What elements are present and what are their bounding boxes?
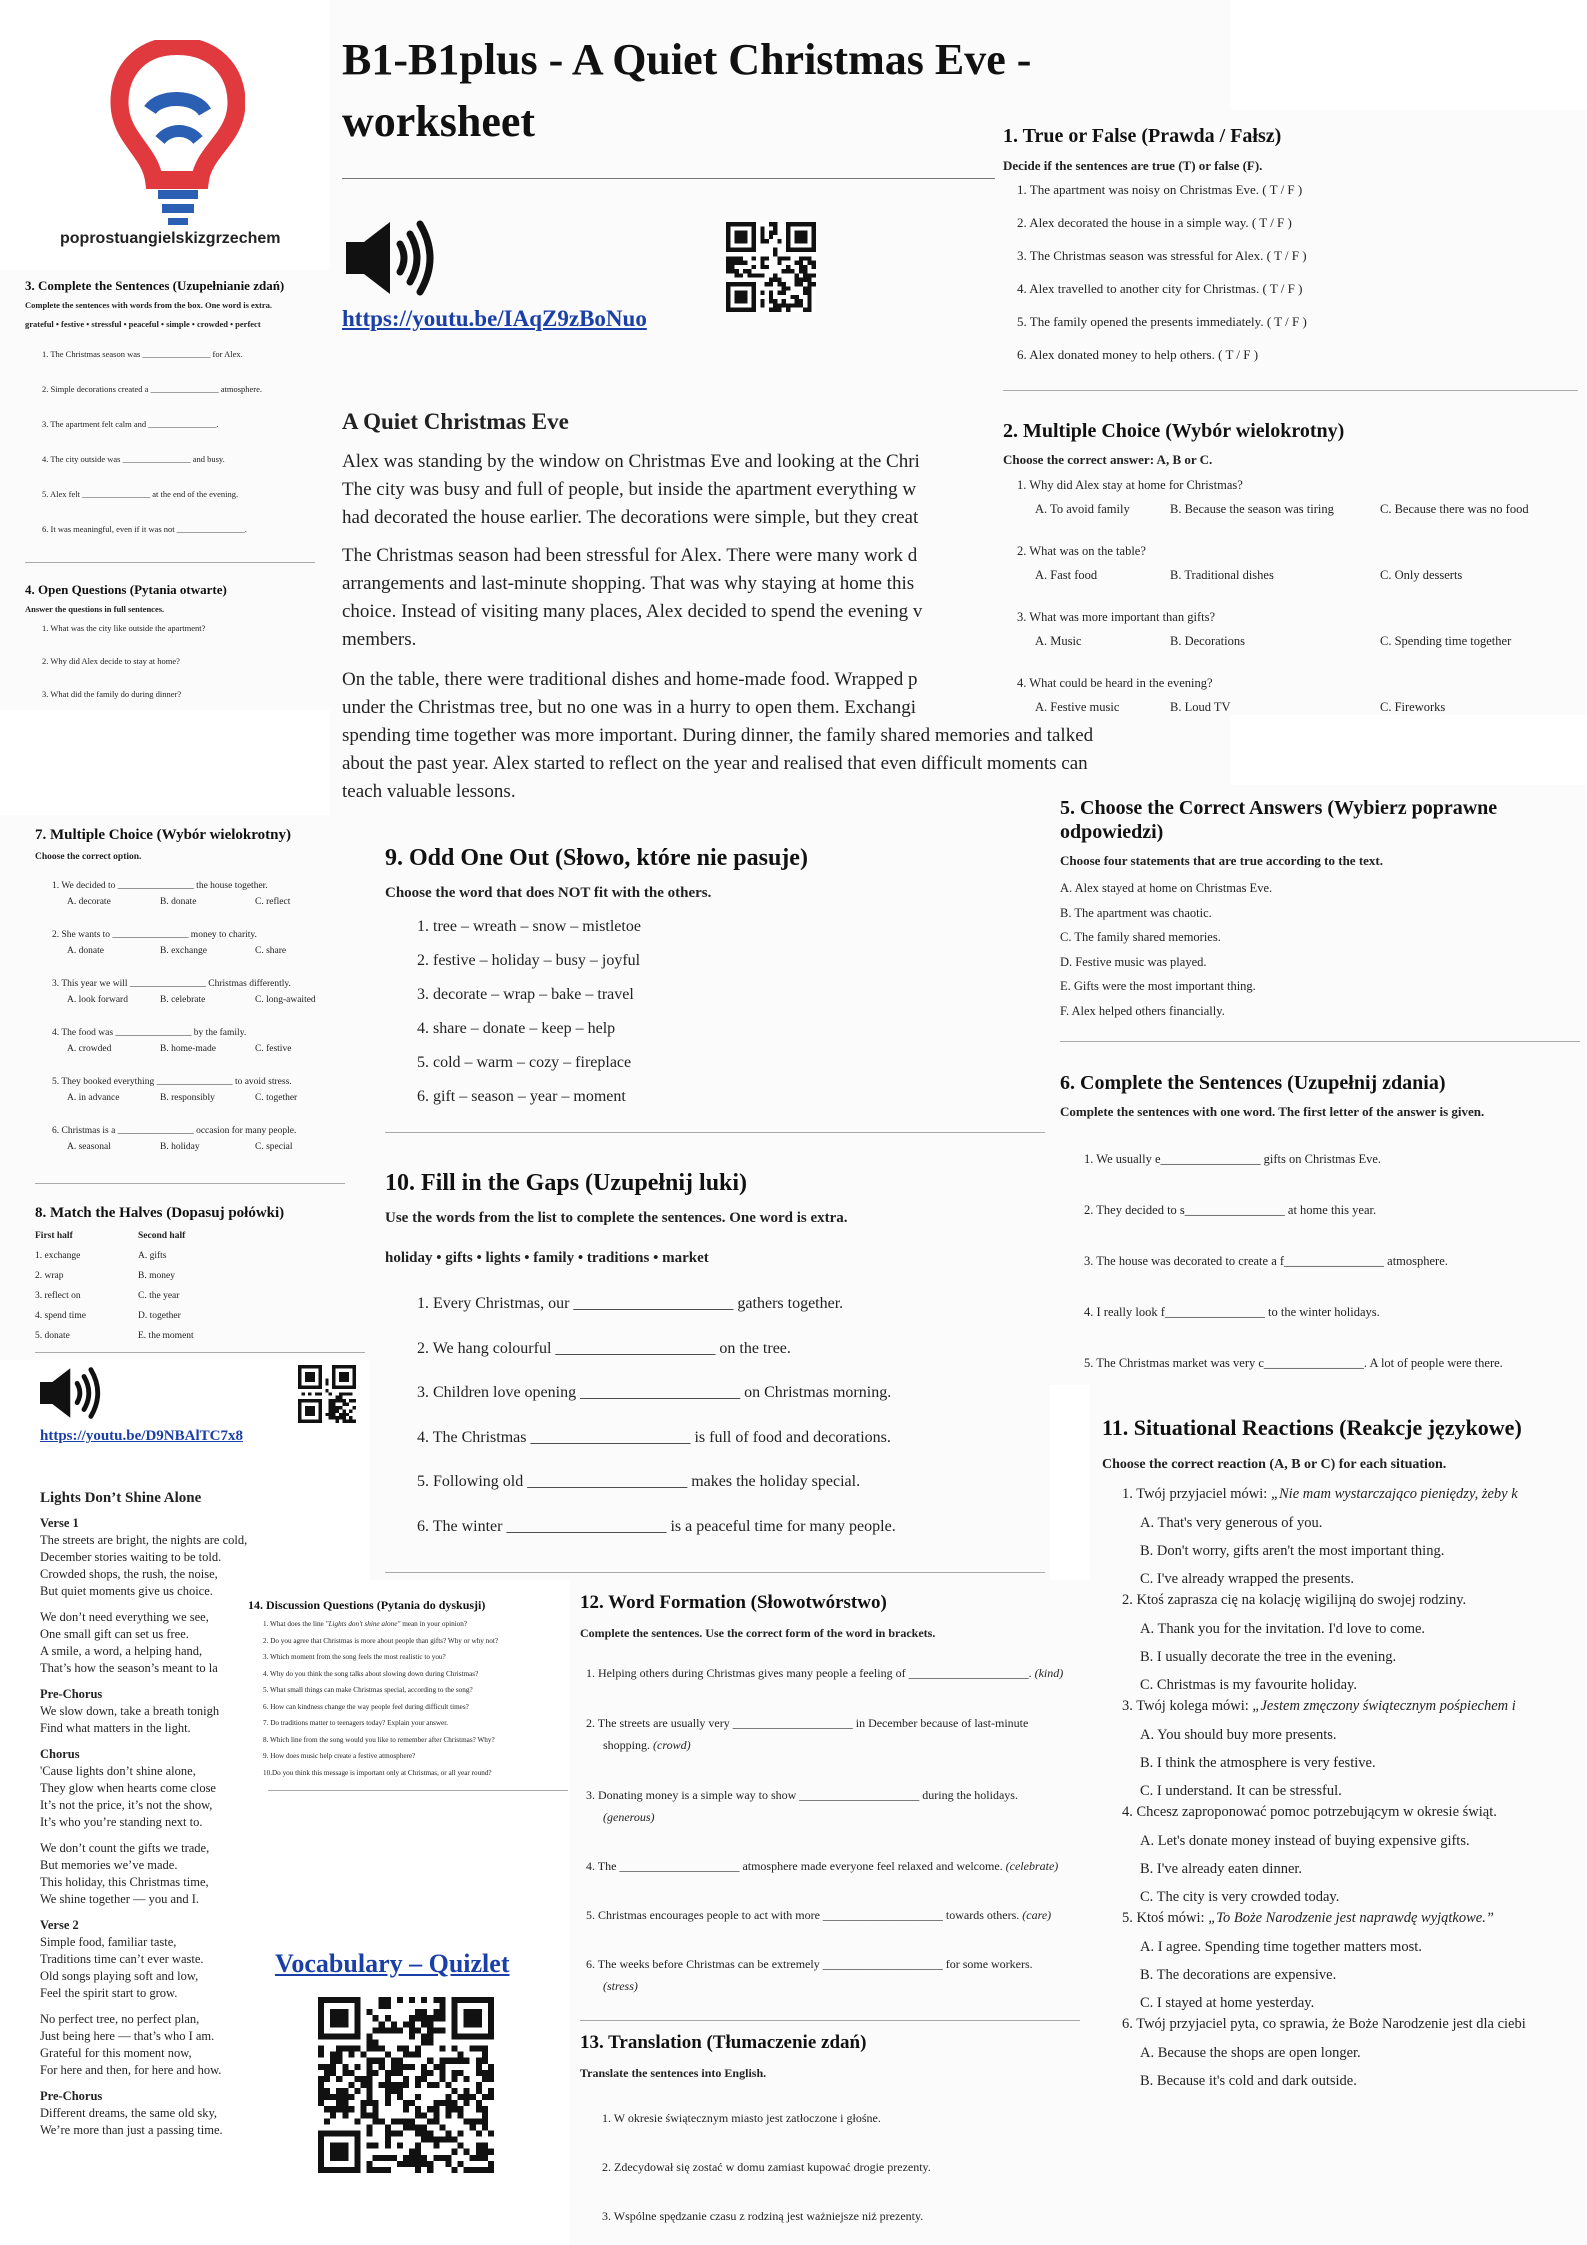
ex11-option-b[interactable]: B. Because it's cold and dark outside. bbox=[1140, 2073, 1357, 2089]
exercise-5-6-panel bbox=[1050, 785, 1587, 1385]
ex5-title-line-2: odpowiedzi) bbox=[1060, 821, 1164, 843]
ex6-item: 5. The Christmas market was very c________________. A lot of people were there. bbox=[1084, 1356, 1503, 1370]
ex12-base-word: (generous) bbox=[603, 1810, 655, 1824]
ex13-item: 3. Wspólne spędzanie czasu z rodziną jest ważniejsze niż prezenty. bbox=[602, 2209, 924, 2223]
ex5-item[interactable]: E. Gifts were the most important thing. bbox=[1060, 979, 1256, 993]
ex13-item: 2. Zdecydował się zostać w domu zamiast kupować drogie prezenty. bbox=[602, 2160, 931, 2174]
ex12-sentence: 5. Christmas encourages people to act with more ____________________ towards others. bbox=[586, 1908, 1023, 1922]
ex11-situation bbox=[1122, 1698, 1516, 1715]
ex11-situation bbox=[1122, 2016, 1526, 2033]
exercise-12-13-panel bbox=[570, 1580, 1090, 2245]
ex2-option-b[interactable]: B. Because the season was tiring bbox=[1170, 502, 1334, 516]
ex5-title-line-1: 5. Choose the Correct Answers (Wybierz poprawne bbox=[1060, 797, 1498, 819]
song-line: December stories waiting to be told. bbox=[40, 1550, 222, 1564]
ex11-situation-quote: „Nie mam wystarczająco pieniędzy, żeby k bbox=[1270, 1486, 1518, 1502]
ex10-divider bbox=[385, 1572, 1045, 1573]
speaker-icon-2[interactable] bbox=[40, 1365, 106, 1421]
ex11-instruction: Choose the correct reaction (A, B or C) for each situation. bbox=[1102, 1457, 1447, 1472]
ex8-right-item[interactable]: C. the year bbox=[138, 1291, 180, 1301]
ex9-title: 9. Odd One Out (Słowo, które nie pasuje) bbox=[385, 845, 808, 871]
ex7-option-a[interactable]: A. crowded bbox=[67, 1044, 112, 1054]
song-line: It’s who you’re standing next to. bbox=[40, 1815, 203, 1829]
ex12-item bbox=[586, 1957, 1033, 1972]
ex9-item: 2. festive – holiday – busy – joyful bbox=[417, 952, 641, 969]
ex2-option-c[interactable]: C. Spending time together bbox=[1380, 634, 1512, 648]
ex7-option-c[interactable]: C. long-awaited bbox=[255, 995, 316, 1005]
song-stanza bbox=[40, 2088, 250, 2139]
song-stanza bbox=[40, 1746, 250, 1831]
ex9-item: 1. tree – wreath – snow – mistletoe bbox=[417, 918, 641, 935]
ex13-instruction: Translate the sentences into English. bbox=[580, 2066, 767, 2080]
ex14-question-part: 10.Do you think this message is important only at Christmas, or all year round? bbox=[263, 1768, 492, 1777]
ex9-item: 3. decorate – wrap – bake – travel bbox=[417, 986, 634, 1003]
brand-name: poprostuangielskizgrzechem bbox=[60, 230, 281, 247]
song-line: Grateful for this moment now, bbox=[40, 2046, 192, 2060]
ex11-option-a[interactable]: A. You should buy more presents. bbox=[1140, 1727, 1337, 1743]
ex6-title: 6. Complete the Sentences (Uzupełnij zdania) bbox=[1060, 1072, 1446, 1094]
ex11-situation-text: 6. Twój przyjaciel pyta, co sprawia, że Boże Narodzenie jest dla ciebi bbox=[1122, 2016, 1526, 2032]
song-stanza-heading: Pre-Chorus bbox=[40, 2089, 103, 2103]
ex7-title: 7. Multiple Choice (Wybór wielokrotny) bbox=[35, 827, 291, 843]
ex14-question-part: 5. What small things can make Christmas special, according to the song? bbox=[263, 1686, 473, 1694]
ex10-item: 6. The winter ____________________ is a peaceful time for many people. bbox=[417, 1517, 896, 1535]
ex14-question bbox=[263, 1752, 415, 1760]
song-line: We shine together — you and I. bbox=[40, 1892, 200, 1906]
ex11-situation-text: 1. Twój przyjaciel mówi: bbox=[1122, 1486, 1271, 1502]
ex3-item: 4. The city outside was ________________ and busy. bbox=[42, 454, 225, 464]
song-stanza-heading: Verse 1 bbox=[40, 1516, 79, 1530]
ex11-situation bbox=[1122, 1592, 1466, 1609]
ex3-word-box: grateful • festive • stressful • peaceful • simple • crowded • perfect bbox=[25, 319, 261, 329]
ex2-title: 2. Multiple Choice (Wybór wielokrotny) bbox=[1003, 420, 1345, 442]
ex8-left-item[interactable]: 3. reflect on bbox=[35, 1291, 81, 1301]
ex12-item bbox=[586, 1908, 1051, 1923]
ex7-option-a[interactable]: A. seasonal bbox=[67, 1142, 111, 1152]
song-line: We’re more than just a passing time. bbox=[40, 2123, 223, 2137]
ex14-question bbox=[263, 1736, 495, 1744]
ex5-item[interactable]: A. Alex stayed at home on Christmas Eve. bbox=[1060, 881, 1273, 895]
song-line: Simple food, familiar taste, bbox=[40, 1935, 177, 1949]
ex14-question-part: 9. How does music help create a festive atmosphere? bbox=[263, 1752, 416, 1760]
ex10-item: 1. Every Christmas, our ____________________ gathers together. bbox=[417, 1295, 844, 1312]
ex11-option-a[interactable]: A. That's very generous of you. bbox=[1140, 1515, 1323, 1531]
song-line: Different dreams, the same old sky, bbox=[40, 2106, 218, 2120]
ex9-item: 6. gift – season – year – moment bbox=[417, 1088, 626, 1105]
ex8-right-item[interactable]: E. the moment bbox=[138, 1331, 194, 1341]
exercise-9-10-panel bbox=[370, 815, 1050, 1580]
ex14-question bbox=[263, 1620, 467, 1628]
qr-pattern bbox=[318, 1997, 494, 2173]
ex14-question-part: mean in your opinion? bbox=[400, 1620, 468, 1628]
ex10-title: 10. Fill in the Gaps (Uzupełnij luki) bbox=[385, 1170, 748, 1196]
ex6-item: 3. The house was decorated to create a f________________ atmosphere. bbox=[1084, 1254, 1448, 1268]
ex2-option-c[interactable]: C. Only desserts bbox=[1380, 568, 1463, 582]
ex14-question bbox=[263, 1637, 498, 1645]
song-stanza-heading: Verse 2 bbox=[40, 1918, 79, 1932]
ex12-sentence: 3. Donating money is a simple way to show ____________________ during the holidays. bbox=[586, 1788, 1018, 1802]
logo-panel bbox=[0, 0, 330, 270]
ex12-sentence: 6. The weeks before Christmas can be extremely ____________________ for some workers. bbox=[586, 1957, 1033, 1971]
song-line: No perfect tree, no perfect plan, bbox=[40, 2012, 200, 2026]
ex11-situation bbox=[1122, 1486, 1518, 1503]
qr-code-video-1[interactable] bbox=[726, 222, 816, 312]
ex7-question: 2. She wants to ________________ money to charity. bbox=[52, 930, 257, 940]
ex11-option-a[interactable]: A. Because the shops are open longer. bbox=[1140, 2045, 1361, 2061]
quizlet-link[interactable]: Vocabulary – Quizlet bbox=[275, 1949, 510, 1978]
qr-pattern bbox=[298, 1365, 356, 1423]
video-link-2[interactable]: https://youtu.be/D9NBAlTC7x8 bbox=[40, 1428, 243, 1444]
ex12-item-continued bbox=[603, 1738, 691, 1753]
ex12-base-word: (kind) bbox=[1034, 1666, 1064, 1680]
song-line: The streets are bright, the nights are cold, bbox=[40, 1533, 248, 1547]
ex14-question-part: 7. Do traditions matter to teenagers today? Explain your answer. bbox=[263, 1719, 449, 1727]
song-line: But quiet moments give us choice. bbox=[40, 1584, 213, 1598]
ex7-option-b[interactable]: B. celebrate bbox=[160, 995, 206, 1005]
qr-code-quizlet[interactable] bbox=[318, 1997, 494, 2173]
ex2-option-a[interactable]: A. Festive music bbox=[1035, 700, 1120, 714]
story-paragraph-3: On the table, there were traditional dishes and home-made food. Wrapped p under the Christmas tree, but no one was in a hurry to open them. Exchangi spending time together was more important. During dinner, the family shared memories and talked about the past year. Alex started to reflect on the year and realised that even difficult moments can teach valuable lessons. bbox=[342, 669, 1094, 802]
ex2-option-a[interactable]: A. To avoid family bbox=[1035, 502, 1130, 516]
ex11-situation-quote: „Jestem zmęczony świątecznym pośpiechem i bbox=[1252, 1698, 1516, 1714]
song-stanza-heading: Chorus bbox=[40, 1747, 80, 1761]
ex12-item bbox=[586, 1788, 1018, 1803]
ex11-option-c[interactable]: C. I've already wrapped the presents. bbox=[1140, 1571, 1354, 1587]
ex7-option-a[interactable]: A. look forward bbox=[67, 995, 128, 1005]
song-line: It’s not the price, it’s not the show, bbox=[40, 1798, 213, 1812]
ex11-title: 11. Situational Reactions (Reakcje językowe) bbox=[1102, 1415, 1522, 1440]
ex7-option-b[interactable]: B. holiday bbox=[160, 1142, 200, 1152]
ex6-item: 1. We usually e________________ gifts on Christmas Eve. bbox=[1084, 1152, 1382, 1166]
ex2-option-b[interactable]: B. Loud TV bbox=[1170, 700, 1231, 714]
ex14-question-part: 6. How can kindness change the way people feel during difficult times? bbox=[263, 1702, 469, 1711]
ex3-title: 3. Complete the Sentences (Uzupełnianie zdań) bbox=[25, 278, 285, 293]
ex12-sentence-cont: shopping. bbox=[603, 1738, 654, 1752]
ex5-item[interactable]: C. The family shared memories. bbox=[1060, 930, 1221, 944]
ex7-divider bbox=[35, 1183, 345, 1184]
ex1-divider bbox=[1003, 390, 1578, 391]
ex8-col-2-header: Second half bbox=[138, 1231, 186, 1241]
ex2-option-a[interactable]: A. Music bbox=[1035, 634, 1082, 648]
ex3-item: 5. Alex felt ________________ at the end of the evening. bbox=[42, 489, 239, 499]
ex11-option-c[interactable]: C. The city is very crowded today. bbox=[1140, 1889, 1340, 1905]
ex3-item: 6. It was meaningful, even if it was not ________________. bbox=[42, 524, 247, 534]
ex13-item: 1. W okresie świątecznym miasto jest zatłoczone i głośne. bbox=[602, 2111, 881, 2125]
ex9-item: 4. share – donate – keep – help bbox=[417, 1020, 616, 1037]
ex9-divider bbox=[385, 1132, 1045, 1133]
exercise-3-4-panel bbox=[0, 270, 330, 710]
ex11-situation bbox=[1122, 1804, 1497, 1821]
song-line: We don’t count the gifts we trade, bbox=[40, 1841, 210, 1855]
ex14-question-part: 2. Do you agree that Christmas is more about people than gifts? Why or why not? bbox=[263, 1636, 499, 1645]
song-panel bbox=[0, 1360, 250, 2245]
ex12-base-word: (crowd) bbox=[653, 1738, 691, 1752]
song-line: Just being here — that’s who I am. bbox=[40, 2029, 215, 2043]
ex2-question: 3. What was more important than gifts? bbox=[1017, 610, 1215, 624]
ex1-item: 6. Alex donated money to help others. ( T / F ) bbox=[1017, 347, 1259, 362]
song-title: Lights Don’t Shine Alone bbox=[40, 1490, 202, 1506]
ex12-item bbox=[586, 1666, 1063, 1681]
song-stanza bbox=[40, 1686, 250, 1737]
exercise-14-panel bbox=[248, 1592, 570, 1792]
ex2-question: 2. What was on the table? bbox=[1017, 544, 1146, 558]
ex7-option-a[interactable]: A. decorate bbox=[67, 897, 111, 907]
ex4-item: 3. What did the family do during dinner? bbox=[42, 689, 182, 699]
ex14-question-part: 3. Which moment from the song feels the most realistic to you? bbox=[263, 1653, 446, 1661]
ex1-item: 1. The apartment was noisy on Christmas Eve. ( T / F ) bbox=[1017, 182, 1303, 197]
song-line: They glow when hearts come close bbox=[40, 1781, 216, 1795]
exercise-7-8-panel bbox=[0, 815, 370, 1360]
ex12-base-word: (stress) bbox=[603, 1979, 638, 1993]
ex7-question: 3. This year we will ________________ Christmas differently. bbox=[52, 979, 291, 989]
ex11-situation-text: 4. Chcesz zaproponować pomoc potrzebującym w okresie świąt. bbox=[1122, 1804, 1497, 1820]
ex7-option-c[interactable]: C. special bbox=[255, 1142, 293, 1152]
ex1-item: 2. Alex decorated the house in a simple way. ( T / F ) bbox=[1017, 215, 1292, 230]
song-lyrics bbox=[40, 1490, 250, 2148]
ex8-left-item[interactable]: 5. donate bbox=[35, 1331, 70, 1341]
ex2-instruction: Choose the correct answer: A, B or C. bbox=[1003, 452, 1213, 467]
song-line: We slow down, take a breath tonigh bbox=[40, 1704, 220, 1718]
ex7-option-b[interactable]: B. home-made bbox=[160, 1044, 216, 1054]
qr-pattern bbox=[726, 222, 816, 312]
ex12-title: 12. Word Formation (Słowotwórstwo) bbox=[580, 1592, 887, 1613]
song-line: Find what matters in the light. bbox=[40, 1721, 191, 1735]
ex12-sentence: 2. The streets are usually very ____________________ in December because of last-minute bbox=[586, 1716, 1029, 1730]
ex6-instruction: Complete the sentences with one word. The first letter of the answer is given. bbox=[1060, 1104, 1485, 1119]
ex12-item bbox=[586, 1859, 1058, 1874]
song-line: But memories we’ve made. bbox=[40, 1858, 178, 1872]
story-paragraph-1: Alex was standing by the window on Christmas Eve and looking at the Chri The city was busy and full of people, but inside the apartment everything w had decorated the house earlier. The decorations were simple, but they creat bbox=[342, 451, 920, 528]
quizlet-panel bbox=[250, 1905, 570, 2245]
song-stanza-heading: Pre-Chorus bbox=[40, 1687, 103, 1701]
ex11-option-b[interactable]: B. The decorations are expensive. bbox=[1140, 1967, 1337, 1983]
ex14-question bbox=[263, 1769, 492, 1777]
ex11-option-c[interactable]: C. I understand. It can be stressful. bbox=[1140, 1783, 1342, 1799]
ex8-divider bbox=[35, 1352, 365, 1353]
ex2-question: 4. What could be heard in the evening? bbox=[1017, 676, 1213, 690]
ex12-item bbox=[586, 1716, 1028, 1731]
ex11-situation-text: 3. Twój kolega mówi: bbox=[1122, 1698, 1253, 1714]
ex11-option-a[interactable]: A. Let's donate money instead of buying expensive gifts. bbox=[1140, 1833, 1470, 1849]
ex7-option-b[interactable]: B. donate bbox=[160, 897, 197, 907]
ex7-instruction: Choose the correct option. bbox=[35, 852, 142, 862]
ex12-instruction: Complete the sentences. Use the correct form of the word in brackets. bbox=[580, 1626, 936, 1640]
ex3-item: 3. The apartment felt calm and ________________. bbox=[42, 419, 219, 429]
ex11-situation-text: 5. Ktoś mówi: bbox=[1122, 1910, 1209, 1926]
title-divider bbox=[342, 178, 1002, 179]
song-line: Old songs playing soft and low, bbox=[40, 1969, 199, 1983]
ex5-item[interactable]: F. Alex helped others financially. bbox=[1060, 1003, 1225, 1018]
ex7-option-c[interactable]: C. festive bbox=[255, 1044, 292, 1054]
ex4-instruction: Answer the questions in full sentences. bbox=[25, 604, 165, 614]
ex11-option-b[interactable]: B. I usually decorate the tree in the evening. bbox=[1140, 1649, 1397, 1665]
ex7-question: 5. They booked everything ________________ to avoid stress. bbox=[52, 1077, 292, 1087]
ex11-option-a[interactable]: A. I agree. Spending time together matters most. bbox=[1140, 1939, 1422, 1955]
ex11-situation-quote: „To Boże Narodzenie jest naprawdę wyjątkowe.” bbox=[1208, 1910, 1494, 1926]
ex14-question bbox=[263, 1670, 478, 1678]
song-line: That’s how the season’s meant to la bbox=[40, 1661, 218, 1675]
ex5-instruction: Choose four statements that are true according to the text. bbox=[1060, 853, 1384, 868]
ex5-item[interactable]: D. Festive music was played. bbox=[1060, 954, 1207, 969]
song-line: Crowded shops, the rush, the noise, bbox=[40, 1567, 218, 1581]
ex11-situation-text: 2. Ktoś zaprasza cię na kolację wigilijną do swojej rodziny. bbox=[1122, 1592, 1467, 1608]
ex14-question-part: 1. What does the line bbox=[263, 1620, 326, 1628]
ex11-option-a[interactable]: A. Thank you for the invitation. I'd love to come. bbox=[1140, 1621, 1426, 1637]
ex12-sentence: 1. Helping others during Christmas gives many people a feeling of ____________________. bbox=[586, 1666, 1035, 1680]
ex5-item[interactable]: B. The apartment was chaotic. bbox=[1060, 905, 1212, 920]
ex2-option-c[interactable]: C. Because there was no food bbox=[1380, 502, 1529, 516]
ex3-instruction: Complete the sentences with words from the box. One word is extra. bbox=[25, 300, 273, 310]
ex12-sentence: 4. The ____________________ atmosphere made everyone feel relaxed and welcome. bbox=[586, 1859, 1006, 1873]
ex11-situation bbox=[1122, 1910, 1494, 1927]
ex14-question bbox=[263, 1686, 473, 1694]
ex12-base-word: (celebrate) bbox=[1005, 1859, 1059, 1873]
ex6-item: 2. They decided to s________________ at home this year. bbox=[1084, 1203, 1377, 1217]
ex11-option-b[interactable]: B. I've already eaten dinner. bbox=[1140, 1861, 1303, 1877]
ex7-option-a[interactable]: A. donate bbox=[67, 946, 104, 956]
ex11-option-b[interactable]: B. Don't worry, gifts aren't the most important thing. bbox=[1140, 1543, 1445, 1559]
song-line: Feel the spirit start to grow. bbox=[40, 1986, 178, 2000]
song-line: A smile, a word, a helping hand, bbox=[40, 1644, 203, 1658]
song-stanza bbox=[40, 1840, 250, 1908]
story-title: A Quiet Christmas Eve bbox=[342, 409, 569, 434]
page-title-line-1: B1-B1plus - A Quiet Christmas Eve - bbox=[342, 35, 1032, 84]
ex9-item: 5. cold – warm – cozy – fireplace bbox=[417, 1054, 632, 1071]
ex8-left-item[interactable]: 2. wrap bbox=[35, 1271, 64, 1281]
ex10-item: 4. The Christmas ____________________ is full of food and decorations. bbox=[417, 1428, 891, 1446]
song-stanza bbox=[40, 1515, 250, 1600]
ex4-item: 1. What was the city like outside the apartment? bbox=[42, 623, 206, 633]
ex8-right-item[interactable]: A. gifts bbox=[138, 1251, 167, 1261]
ex7-question: 6. Christmas is a ________________ occasion for many people. bbox=[52, 1126, 297, 1136]
ex8-title: 8. Match the Halves (Dopasuj połówki) bbox=[35, 1205, 285, 1221]
song-line: Traditions time can’t ever waste. bbox=[40, 1952, 204, 1966]
ex2-option-a[interactable]: A. Fast food bbox=[1035, 568, 1098, 582]
ex7-question: 4. The food was ________________ by the family. bbox=[52, 1028, 247, 1038]
ex14-question bbox=[263, 1653, 446, 1661]
ex11-option-c[interactable]: C. Christmas is my favourite holiday. bbox=[1140, 1677, 1357, 1693]
ex14-question bbox=[263, 1719, 448, 1727]
ex11-option-c[interactable]: C. I stayed at home yesterday. bbox=[1140, 1995, 1315, 2011]
ex12-item-continued bbox=[603, 1979, 638, 1994]
ex3-item: 1. The Christmas season was ________________ for Alex. bbox=[42, 349, 243, 359]
ex2-option-c[interactable]: C. Fireworks bbox=[1380, 700, 1446, 714]
ex14-question-part: 4. Why do you think the song talks about slowing down during Christmas? bbox=[263, 1669, 479, 1678]
ex3-divider bbox=[25, 562, 315, 563]
story-paragraph-2: The Christmas season had been stressful for Alex. There were many work d arrangements and last-minute shopping. That was why staying at home this choice. Instead of visiting many places, Alex decided to spend the evening v members. bbox=[342, 545, 923, 650]
song-line: We don’t need everything we see, bbox=[40, 1610, 209, 1624]
ex13-title: 13. Translation (Tłumaczenie zdań) bbox=[580, 2032, 867, 2053]
ex7-option-c[interactable]: C. together bbox=[255, 1093, 298, 1103]
ex10-item: 2. We hang colourful ____________________ on the tree. bbox=[417, 1339, 791, 1357]
page-title-line-2: worksheet bbox=[342, 97, 536, 146]
song-line: This holiday, this Christmas time, bbox=[40, 1875, 209, 1889]
ex4-title: 4. Open Questions (Pytania otwarte) bbox=[25, 582, 227, 597]
song-blocks bbox=[40, 1515, 250, 2139]
ex1-title: 1. True or False (Prawda / Fałsz) bbox=[1003, 125, 1282, 147]
song-stanza bbox=[40, 1917, 250, 2002]
speaker-icon[interactable] bbox=[346, 218, 442, 298]
ex7-question: 1. We decided to ________________ the house together. bbox=[52, 881, 268, 891]
ex5-divider bbox=[1060, 1041, 1580, 1042]
ex12-item-continued bbox=[603, 1810, 655, 1825]
ex8-col-1-header: First half bbox=[35, 1231, 73, 1241]
ex7-option-b[interactable]: B. responsibly bbox=[160, 1093, 215, 1103]
ex10-instruction: Use the words from the list to complete the sentences. One word is extra. bbox=[385, 1210, 848, 1226]
ex2-option-b[interactable]: B. Decorations bbox=[1170, 634, 1245, 648]
ex1-item: 4. Alex travelled to another city for Christmas. ( T / F ) bbox=[1017, 281, 1303, 296]
ex14-question-part: "Lights don't shine alone" bbox=[325, 1620, 401, 1628]
ex7-option-a[interactable]: A. in advance bbox=[67, 1093, 120, 1103]
ex8-left-item[interactable]: 4. spend time bbox=[35, 1311, 86, 1321]
ex8-right-item[interactable]: D. together bbox=[138, 1311, 181, 1321]
ex14-question-part: 8. Which line from the song would you like to remember after Christmas? Why? bbox=[263, 1735, 495, 1744]
song-stanza bbox=[40, 1609, 250, 1677]
ex7-option-b[interactable]: B. exchange bbox=[160, 946, 207, 956]
ex4-item: 2. Why did Alex decide to stay at home? bbox=[42, 656, 180, 666]
ex1-item: 5. The family opened the presents immediately. ( T / F ) bbox=[1017, 314, 1307, 329]
video-link-1[interactable]: https://youtu.be/IAqZ9zBoNuo bbox=[342, 306, 647, 331]
ex10-item: 5. Following old ____________________ makes the holiday special. bbox=[417, 1473, 861, 1490]
ex12-base-word: (care) bbox=[1022, 1908, 1052, 1922]
song-line: One small gift can set us free. bbox=[40, 1627, 189, 1641]
ex7-option-c[interactable]: C. reflect bbox=[255, 897, 291, 907]
ex12-divider bbox=[580, 2020, 1080, 2021]
ex3-item: 2. Simple decorations created a ________________ atmosphere. bbox=[42, 384, 262, 394]
ex1-item: 3. The Christmas season was stressful for Alex. ( T / F ) bbox=[1017, 248, 1307, 263]
song-stanza bbox=[40, 2011, 250, 2079]
exercise-11-panel bbox=[1090, 1385, 1587, 2245]
ex9-instruction: Choose the word that does NOT fit with the others. bbox=[385, 885, 712, 901]
ex14-divider bbox=[268, 1790, 568, 1791]
ex2-question: 1. Why did Alex stay at home for Christmas? bbox=[1017, 478, 1243, 492]
ex7-option-c[interactable]: C. share bbox=[255, 946, 287, 956]
song-line: 'Cause lights don’t shine alone, bbox=[40, 1764, 196, 1778]
ex2-option-b[interactable]: B. Traditional dishes bbox=[1170, 568, 1274, 582]
lightbulb-logo-icon bbox=[110, 40, 245, 230]
ex10-word-box: holiday • gifts • lights • family • traditions • market bbox=[385, 1250, 709, 1266]
ex6-item: 4. I really look f________________ to the winter holidays. bbox=[1084, 1305, 1380, 1319]
ex14-title: 14. Discussion Questions (Pytania do dyskusji) bbox=[248, 1598, 486, 1612]
ex10-item: 3. Children love opening ____________________ on Christmas morning. bbox=[417, 1384, 892, 1401]
qr-code-video-2[interactable] bbox=[298, 1365, 356, 1423]
exercise-1-2-panel bbox=[995, 110, 1587, 715]
ex14-question bbox=[263, 1703, 469, 1711]
ex11-option-b[interactable]: B. I think the atmosphere is very festive. bbox=[1140, 1755, 1376, 1771]
ex1-instruction: Decide if the sentences are true (T) or false (F). bbox=[1003, 158, 1263, 173]
ex8-right-item[interactable]: B. money bbox=[138, 1271, 175, 1281]
song-line: For here and then, for here and how. bbox=[40, 2063, 222, 2077]
ex8-left-item[interactable]: 1. exchange bbox=[35, 1251, 81, 1261]
